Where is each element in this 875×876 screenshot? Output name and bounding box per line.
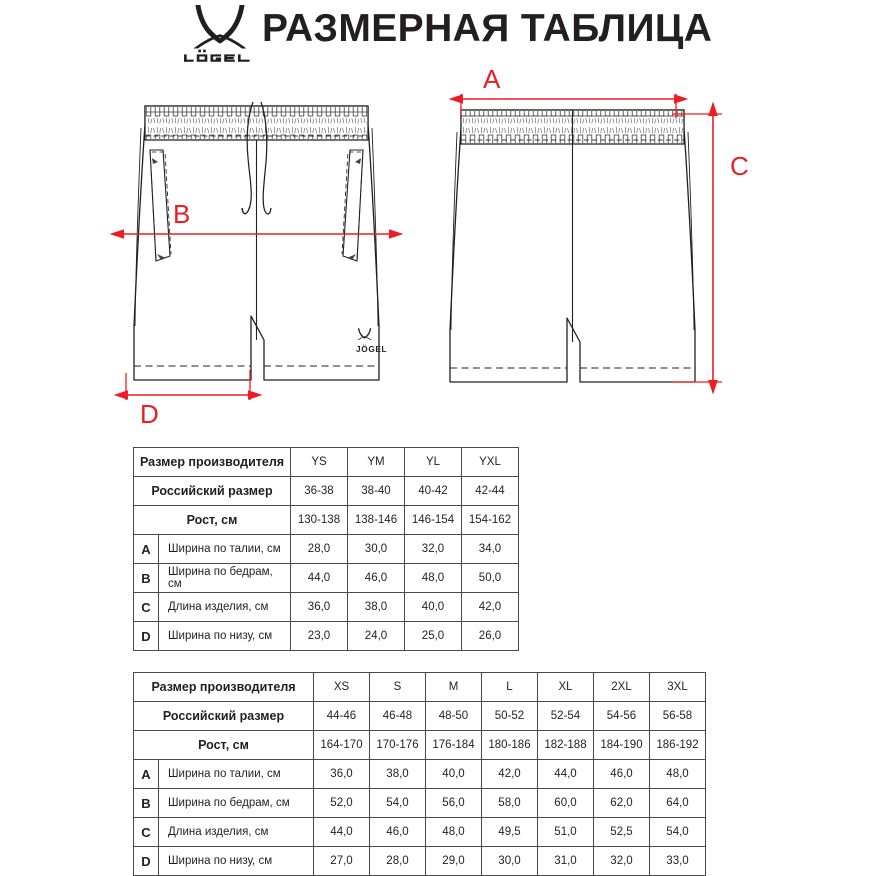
table-cell: 36,0 <box>314 760 370 789</box>
row-letter: A <box>134 760 159 789</box>
table-cell: YXL <box>462 448 519 477</box>
table-cell: 23,0 <box>291 622 348 651</box>
row-description: Ширина по талии, см <box>159 760 314 789</box>
table-cell: 62,0 <box>594 789 650 818</box>
table-cell: 30,0 <box>482 847 538 876</box>
table-cell: 60,0 <box>538 789 594 818</box>
row-header-label: Размер производителя <box>134 448 291 477</box>
table-cell: 49,5 <box>482 818 538 847</box>
row-description: Длина изделия, см <box>159 818 314 847</box>
table-cell: 34,0 <box>462 535 519 564</box>
table-cell: 40,0 <box>405 593 462 622</box>
table-cell: 44,0 <box>538 760 594 789</box>
row-letter: C <box>134 818 159 847</box>
table-row <box>134 847 706 876</box>
row-description: Ширина по низу, см <box>159 622 291 651</box>
table-cell: 42,0 <box>482 760 538 789</box>
table-cell: 64,0 <box>650 789 706 818</box>
table-cell: 48-50 <box>426 702 482 731</box>
table-cell: 46,0 <box>370 818 426 847</box>
shorts-technical-drawings <box>0 58 875 438</box>
row-header-label: Рост, см <box>134 731 314 760</box>
dimension-c-label: C <box>730 151 749 181</box>
table-cell: 146-154 <box>405 506 462 535</box>
size-table-youth <box>133 447 519 651</box>
table-cell: 184-190 <box>594 731 650 760</box>
table-cell: YS <box>291 448 348 477</box>
table-row <box>134 477 519 506</box>
table-cell: 32,0 <box>594 847 650 876</box>
row-letter: A <box>134 535 159 564</box>
table-cell: 138-146 <box>348 506 405 535</box>
table-row <box>134 760 706 789</box>
table-cell: XS <box>314 673 370 702</box>
table-cell: 54,0 <box>370 789 426 818</box>
table-cell: 46,0 <box>594 760 650 789</box>
table-cell: 29,0 <box>426 847 482 876</box>
table-cell: 44,0 <box>291 564 348 593</box>
table-cell: 38,0 <box>348 593 405 622</box>
row-letter: B <box>134 564 159 593</box>
table-cell: 44,0 <box>314 818 370 847</box>
table-cell: 154-162 <box>462 506 519 535</box>
row-description: Ширина по бедрам, см <box>159 789 314 818</box>
row-description: Длина изделия, см <box>159 593 291 622</box>
row-header-label: Рост, см <box>134 506 291 535</box>
row-header-label: Российский размер <box>134 702 314 731</box>
table-row <box>134 818 706 847</box>
table-row <box>134 593 519 622</box>
table-row <box>134 673 706 702</box>
row-description: Ширина по талии, см <box>159 535 291 564</box>
row-letter: B <box>134 789 159 818</box>
shorts-front-view <box>134 102 387 380</box>
table-cell: 44-46 <box>314 702 370 731</box>
table-cell: 36-38 <box>291 477 348 506</box>
table-cell: 50-52 <box>482 702 538 731</box>
dimension-a-label: A <box>483 64 501 94</box>
table-cell: 52,5 <box>594 818 650 847</box>
table-cell: 52,0 <box>314 789 370 818</box>
row-description: Ширина по низу, см <box>159 847 314 876</box>
svg-text:JÖGEL: JÖGEL <box>356 345 388 354</box>
table-cell: 27,0 <box>314 847 370 876</box>
table-cell: M <box>426 673 482 702</box>
table-cell: 40-42 <box>405 477 462 506</box>
table-cell: 180-186 <box>482 731 538 760</box>
jogel-horn-logo-icon <box>192 4 248 50</box>
table-cell: 38-40 <box>348 477 405 506</box>
table-cell: 24,0 <box>348 622 405 651</box>
table-cell: 50,0 <box>462 564 519 593</box>
table-row <box>134 702 706 731</box>
table-cell: 176-184 <box>426 731 482 760</box>
table-cell: 32,0 <box>405 535 462 564</box>
row-letter: D <box>134 847 159 876</box>
table-cell: 48,0 <box>405 564 462 593</box>
table-cell: 3XL <box>650 673 706 702</box>
row-header-label: Размер производителя <box>134 673 314 702</box>
table-cell: 164-170 <box>314 731 370 760</box>
table-cell: 54,0 <box>650 818 706 847</box>
table-cell: 30,0 <box>348 535 405 564</box>
table-cell: L <box>482 673 538 702</box>
table-cell: 58,0 <box>482 789 538 818</box>
table-cell: 36,0 <box>291 593 348 622</box>
row-description: Ширина по бедрам, см <box>159 564 291 593</box>
table-cell: XL <box>538 673 594 702</box>
table-cell: 52-54 <box>538 702 594 731</box>
table-cell: 28,0 <box>291 535 348 564</box>
table-row <box>134 622 519 651</box>
table-cell: 170-176 <box>370 731 426 760</box>
page-title: РАЗМЕРНАЯ ТАБЛИЦА <box>262 7 713 50</box>
table-cell: 42-44 <box>462 477 519 506</box>
table-cell: 46,0 <box>348 564 405 593</box>
dimension-d-label: D <box>140 399 159 429</box>
shorts-back-view <box>450 110 695 382</box>
size-table-adult <box>133 672 706 876</box>
table-cell: 186-192 <box>650 731 706 760</box>
row-letter: D <box>134 622 159 651</box>
table-cell: 48,0 <box>426 818 482 847</box>
table-cell: 38,0 <box>370 760 426 789</box>
table-row <box>134 448 519 477</box>
table-row <box>134 731 706 760</box>
table-cell: 33,0 <box>650 847 706 876</box>
table-row <box>134 506 519 535</box>
table-cell: 42,0 <box>462 593 519 622</box>
row-letter: C <box>134 593 159 622</box>
table-cell: 25,0 <box>405 622 462 651</box>
table-cell: 48,0 <box>650 760 706 789</box>
table-cell: S <box>370 673 426 702</box>
table-cell: 56-58 <box>650 702 706 731</box>
table-cell: 182-188 <box>538 731 594 760</box>
table-cell: 31,0 <box>538 847 594 876</box>
table-cell: 40,0 <box>426 760 482 789</box>
table-cell: 28,0 <box>370 847 426 876</box>
table-cell: 130-138 <box>291 506 348 535</box>
table-row <box>134 535 519 564</box>
dimension-b-label: B <box>173 199 191 229</box>
table-cell: 46-48 <box>370 702 426 731</box>
table-cell: 56,0 <box>426 789 482 818</box>
table-cell: 26,0 <box>462 622 519 651</box>
table-cell: YM <box>348 448 405 477</box>
row-header-label: Российский размер <box>134 477 291 506</box>
table-cell: 54-56 <box>594 702 650 731</box>
table-row <box>134 789 706 818</box>
table-cell: YL <box>405 448 462 477</box>
table-row <box>134 564 519 593</box>
table-cell: 51,0 <box>538 818 594 847</box>
table-cell: 2XL <box>594 673 650 702</box>
